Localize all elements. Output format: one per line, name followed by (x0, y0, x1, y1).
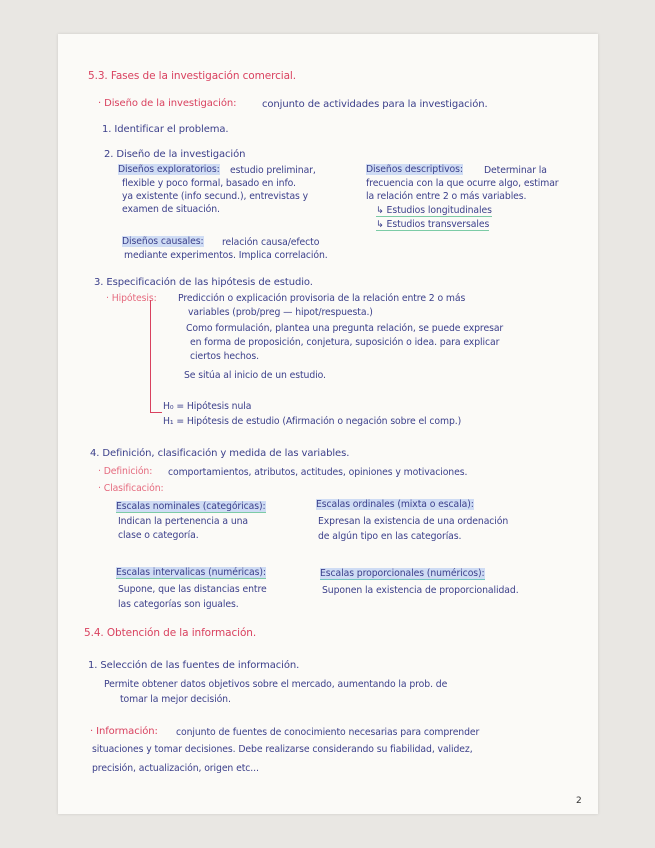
definicion-text: comportamientos, atributos, actitudes, opiniones y motivaciones. (168, 467, 468, 478)
intervalicas-highlight: Escalas intervalicas (numéricas): (116, 567, 266, 578)
descriptivos-line2: frecuencia con la que ocurre algo, estimar (366, 178, 559, 189)
estudios-longitudinales-text: ↳ Estudios longitudinales (376, 205, 492, 216)
nominales-line2: clase o categoría. (118, 530, 199, 541)
ordinales-line1: Expresan la existencia de una ordenación (318, 516, 509, 527)
descriptivos-line1: Determinar la (484, 165, 547, 176)
nominales-label (116, 501, 266, 512)
proporcionales-line1: Suponen la existencia de proporcionalidad. (322, 585, 519, 596)
causales-label (122, 236, 204, 247)
ordinales-line2: de algún tipo en las categorías. (318, 531, 462, 542)
hipotesis-bracket (150, 300, 151, 412)
intervalicas-line1: Supone, que las distancias entre (118, 584, 267, 595)
informacion-line1: conjunto de fuentes de conocimiento necesarias para comprender (176, 727, 480, 738)
hipotesis-label: · Hipótesis: (106, 293, 157, 304)
hipotesis-line3: Como formulación, plantea una pregunta relación, se puede expresar (186, 323, 504, 334)
nominales-highlight: Escalas nominales (categóricas): (116, 501, 266, 512)
estudios-transversales-text: ↳ Estudios transversales (376, 219, 490, 230)
step-diseno: 2. Diseño de la investigación (104, 149, 246, 160)
exploratorios-highlight: Diseños exploratorios: (118, 164, 220, 175)
diseno-def-text: conjunto de actividades para la investigación. (262, 99, 488, 110)
exploratorios-line4: examen de situación. (122, 204, 220, 215)
definicion-label: · Definición: (98, 466, 153, 477)
causales-highlight: Diseños causales: (122, 236, 204, 247)
hipotesis-line2: variables (prob/preg — hipot/respuesta.) (188, 307, 373, 318)
seleccion-line1: Permite obtener datos objetivos sobre el mercado, aumentando la prob. de (104, 679, 448, 690)
informacion-line3: precisión, actualización, origen etc... (92, 763, 259, 774)
causales-line1: relación causa/efecto (222, 237, 320, 248)
exploratorios-line2: flexible y poco formal, basado en info. (122, 178, 296, 189)
exploratorios-line1: estudio preliminar, (230, 165, 316, 176)
intervalicas-label (116, 567, 266, 578)
hipotesis-line1: Predicción o explicación provisoria de la relación entre 2 o más (178, 293, 466, 304)
proporcionales-label (320, 568, 485, 579)
intervalicas-line2: las categorías son iguales. (118, 599, 239, 610)
exploratorios-label (118, 164, 220, 175)
clasificacion-label: · Clasificación: (98, 483, 164, 494)
ordinales-highlight: Escalas ordinales (mixta o escala): (316, 499, 474, 510)
nominales-line1: Indican la pertenencia a una (118, 516, 249, 527)
exploratorios-line3: ya existente (info secund.), entrevistas y (122, 191, 309, 202)
step-variables: 4. Definición, clasificación y medida de las variables. (90, 448, 350, 459)
hipotesis-line5: ciertos hechos. (190, 351, 259, 362)
step-hipotesis: 3. Especificación de las hipótesis de estudio. (94, 277, 313, 288)
section-title-2: 5.4. Obtención de la información. (84, 627, 257, 639)
h0-line: H₀ = Hipótesis nula (163, 401, 252, 412)
h1-line: H₁ = Hipótesis de estudio (Afirmación o negación sobre el comp.) (163, 416, 462, 427)
estudios-longitudinales (376, 205, 492, 216)
estudios-transversales (376, 219, 489, 230)
step-identificar: 1. Identificar el problema. (102, 124, 229, 135)
seleccion-line2: tomar la mejor decisión. (120, 694, 231, 705)
causales-line2: mediante experimentos. Implica correlación. (124, 250, 328, 261)
section-title: 5.3. Fases de la investigación comercial. (88, 70, 296, 82)
informacion-line2: situaciones y tomar decisiones. Debe realizarse considerando su fiabilidad, validez, (92, 744, 473, 755)
page-number: 2 (576, 796, 582, 806)
informacion-label: · Información: (90, 726, 158, 737)
descriptivos-label (366, 164, 463, 175)
proporcionales-highlight: Escalas proporcionales (numéricos): (320, 568, 485, 579)
diseno-def-label: · Diseño de la investigación: (98, 98, 237, 109)
hipotesis-line6: Se sitúa al inicio de un estudio. (184, 370, 326, 381)
seleccion-title: 1. Selección de las fuentes de información. (88, 660, 300, 671)
ordinales-label (316, 499, 474, 510)
descriptivos-line3: la relación entre 2 o más variables. (366, 191, 527, 202)
descriptivos-highlight: Diseños descriptivos: (366, 164, 463, 175)
hipotesis-line4: en forma de proposición, conjetura, suposición o idea. para explicar (190, 337, 500, 348)
hipotesis-bracket-tick (150, 412, 162, 413)
